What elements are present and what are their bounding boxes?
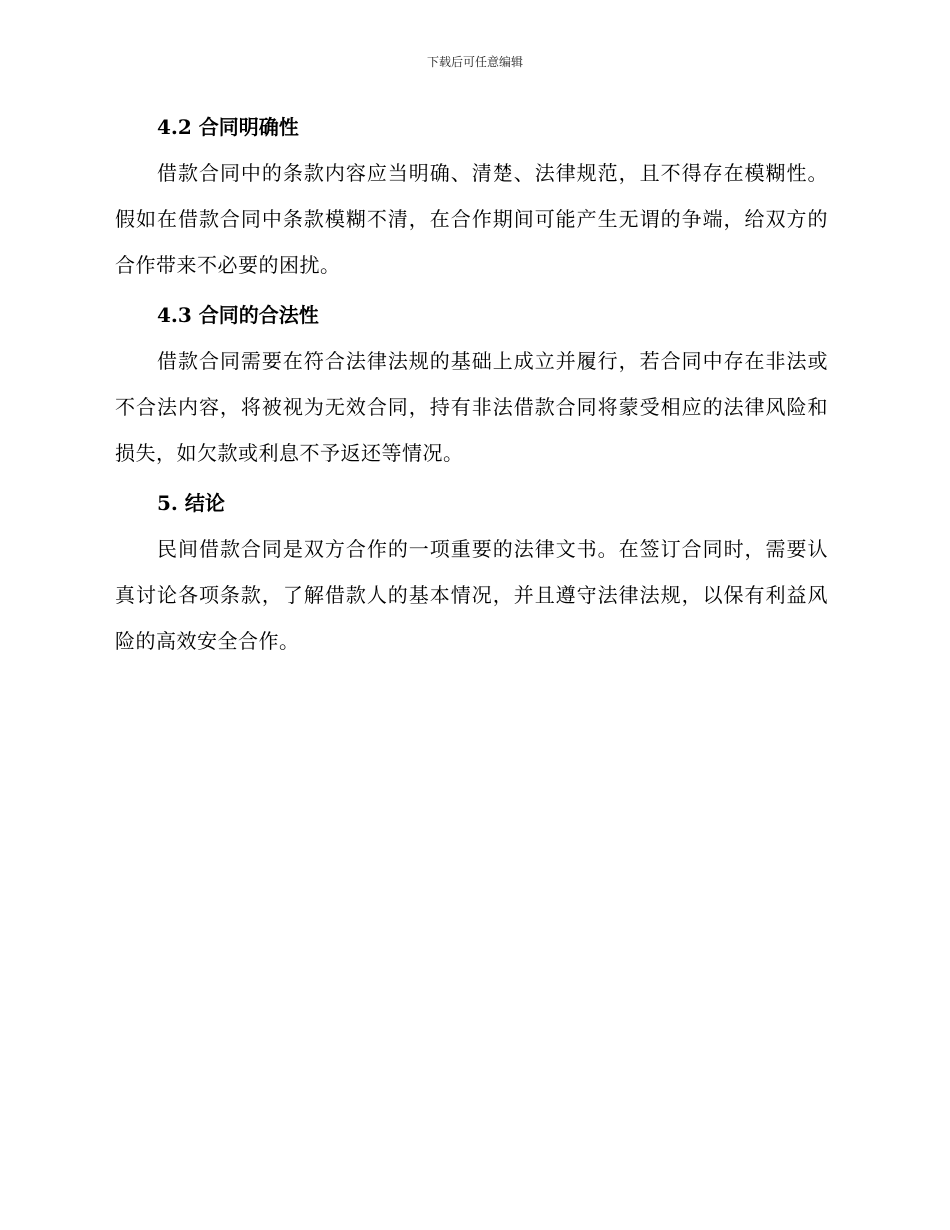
section-heading-4-3: 4.3 合同的合法性: [157, 303, 319, 327]
header-note: 下载后可任意编辑: [426, 55, 523, 69]
section-body-4-3: 借款合同需要在符合法律法规的基础上成立并履行，若合同中存在非法或不合法内容，将被视为无效合同，持有非法借款合同将蒙受相应的法律风险和损失，如欠款或利息不予返还等情况。: [115, 349, 828, 465]
section-heading-5: 5. 结论: [157, 491, 225, 515]
section-body-4-2: 借款合同中的条款内容应当明确、清楚、法律规范，且不得存在模糊性。假如在借款合同中条款模糊不清，在合作期间可能产生无谓的争端，给双方的合作带来不必要的困扰。: [115, 161, 828, 277]
section-body-5: 民间借款合同是双方合作的一项重要的法律文书。在签订合同时，需要认真讨论各项条款，了解借款人的基本情况，并且遵守法律法规，以保有利益风险的高效安全合作。: [115, 537, 828, 653]
document-content: [115, 110, 828, 664]
section-heading-4-2: 4.2 合同明确性: [157, 115, 299, 139]
